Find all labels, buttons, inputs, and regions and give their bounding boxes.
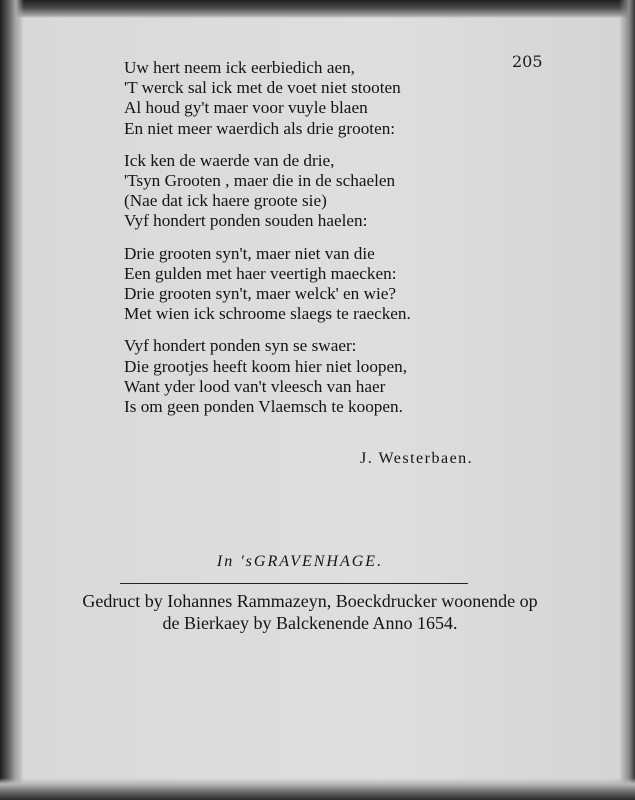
author-signature: J. Westerbaen. (360, 450, 474, 467)
poem-line: Al houd gy't maer voor vuyle blaen (124, 98, 368, 118)
poem-line: (Nae dat ick haere groote sie) (124, 191, 327, 211)
imprint-place: In 'sGRAVENHAGE. (216, 553, 384, 570)
poem-line: 'T werck sal ick met de voet niet stooten (124, 78, 401, 98)
poem-line: Vyf hondert ponden syn se swaer: (124, 336, 357, 356)
page-bottom-edge (0, 778, 635, 800)
poem-line: Is om geen ponden Vlaemsch te koopen. (124, 397, 403, 417)
poem-line: Vyf hondert ponden souden haelen: (124, 211, 368, 231)
poem-line: Met wien ick schroome slaegs te raecken. (124, 304, 411, 324)
stanza-3 (124, 244, 544, 325)
poem (124, 58, 544, 429)
poem-line: Drie grooten syn't, maer niet van die (124, 243, 375, 263)
poem-line: Uw hert neem ick eerbiedich aen, (124, 58, 355, 77)
imprint-line: de Bierkaey by Balckenende Anno 1654. (162, 613, 458, 633)
poem-line: Drie grooten syn't, maer welck' en wie? (124, 284, 397, 304)
stanza-1 (124, 58, 544, 139)
imprint-line: Gedruct by Iohannes Rammazeyn, Boeckdrucker woonende op (82, 591, 538, 611)
poem-line: Een gulden met haer veertigh maecken: (124, 263, 397, 283)
poem-line: 'Tsyn Grooten , maer die in de schaelen (124, 171, 396, 191)
poem-line: Ick ken de waerde van de drie, (124, 150, 335, 170)
poem-line: Die grootjes heeft koom hier niet loopen, (124, 356, 408, 376)
page-number: 205 (512, 52, 543, 71)
printer-imprint (60, 590, 560, 634)
poem-line: En niet meer waerdich als drie grooten: (124, 118, 396, 138)
divider-rule (120, 583, 468, 584)
stanza-2 (124, 151, 544, 232)
page-top-edge (0, 0, 635, 18)
stanza-4 (124, 336, 544, 417)
page-right-edge (619, 0, 635, 800)
page-binding-edge (0, 0, 24, 800)
poem-line: Want yder lood van't vleesch van haer (124, 376, 386, 396)
